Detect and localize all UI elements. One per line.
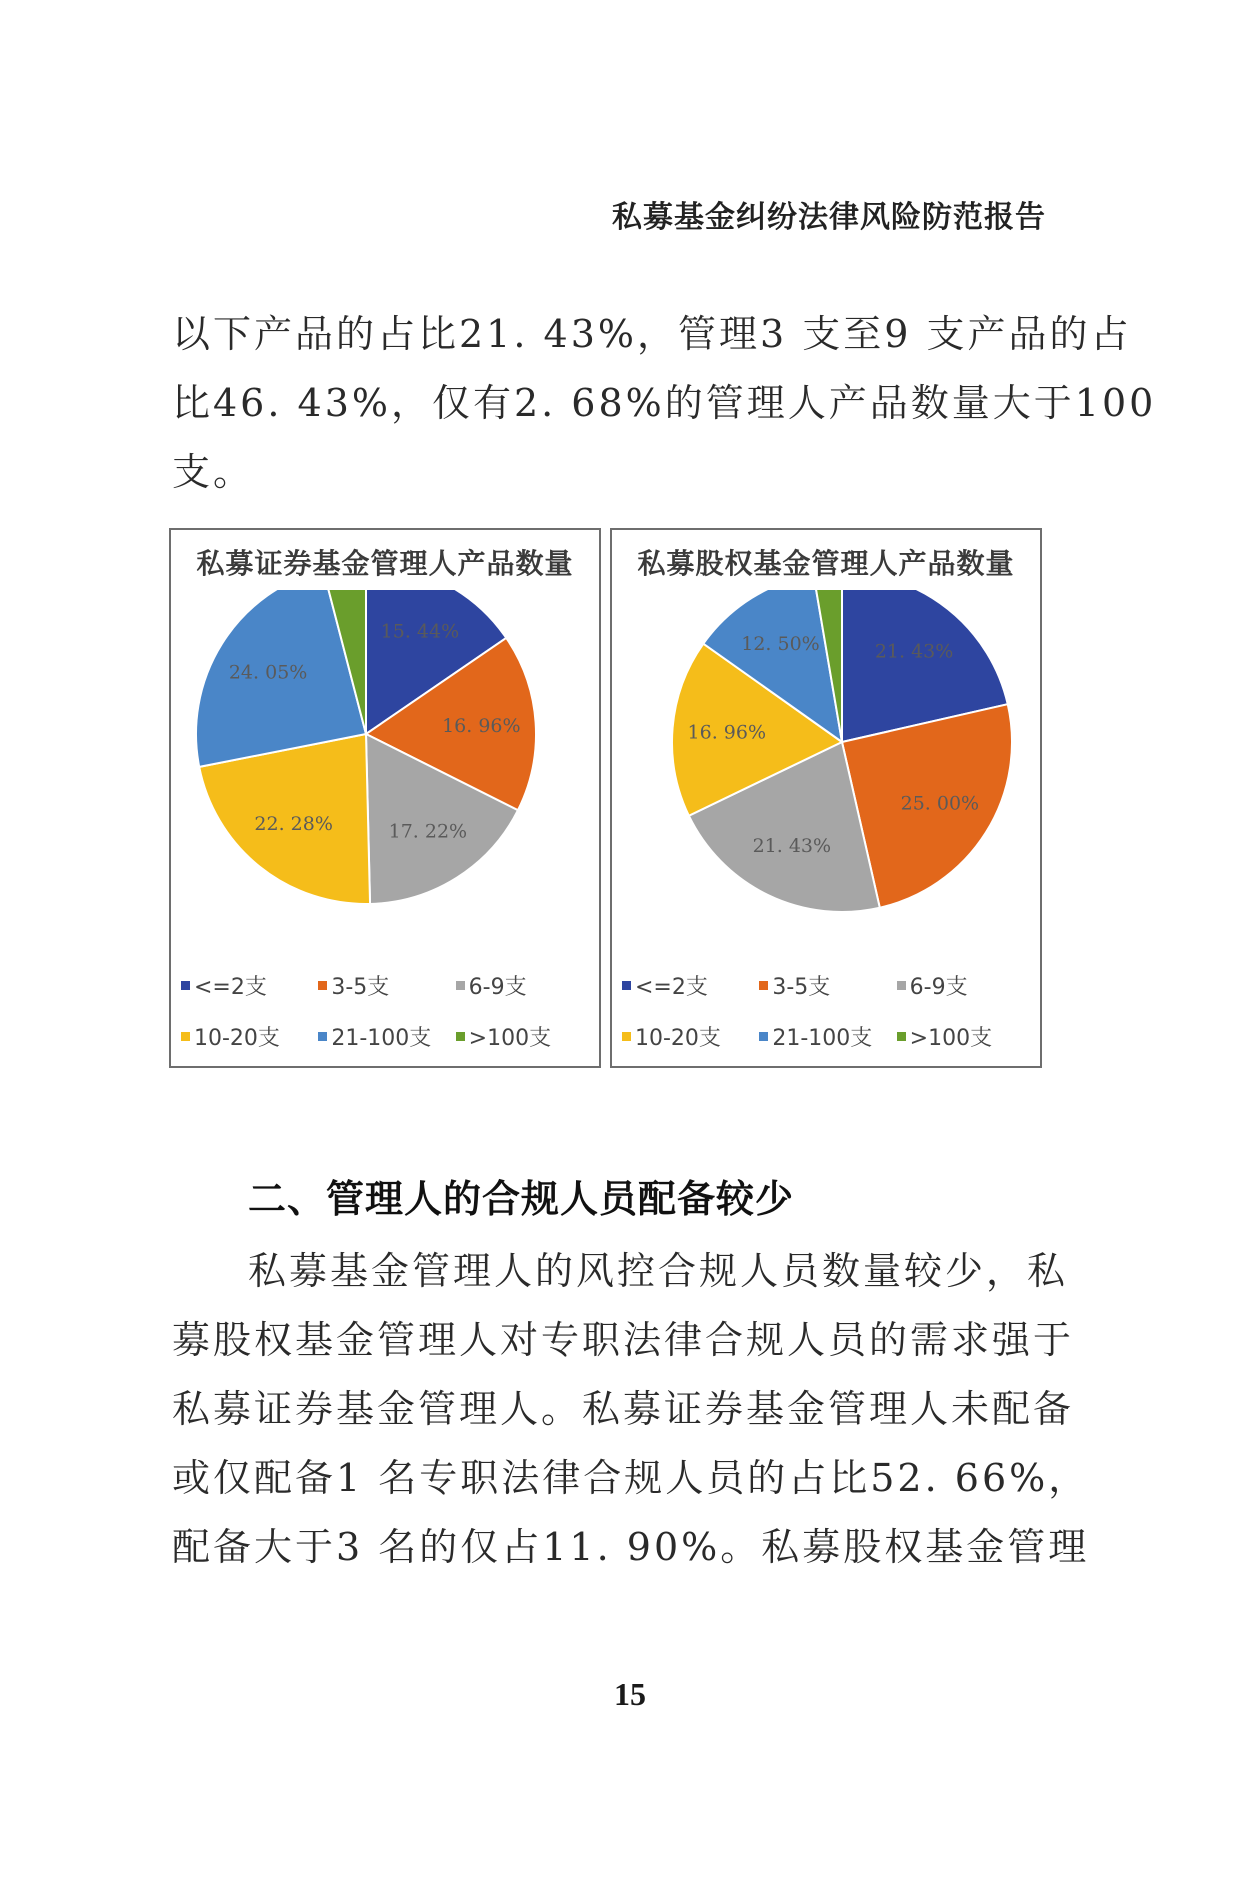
pie-data-label: 22. 28%	[254, 813, 333, 836]
chart-legend	[181, 970, 593, 1052]
legend-item	[897, 1021, 1034, 1052]
pie-data-label: 15. 44%	[380, 620, 460, 643]
legend-label: >100支	[468, 1026, 552, 1051]
legend-item	[181, 1021, 318, 1052]
pie-data-label: 17. 22%	[388, 820, 468, 843]
pie-data-label: 16. 96%	[442, 715, 521, 738]
legend-label: <=2支	[194, 975, 267, 1000]
legend-swatch	[456, 981, 465, 990]
paragraph-intro	[172, 300, 1157, 507]
chart-title: 私募证券基金管理人产品数量	[196, 547, 574, 580]
pie-data-label: 21. 43%	[874, 640, 954, 663]
pie-data-label: 16. 96%	[687, 721, 767, 744]
legend-swatch	[622, 981, 631, 990]
legend-swatch	[759, 1032, 768, 1041]
legend-label: <=2支	[635, 975, 708, 1000]
paragraph-line: 配备大于3 名的仅占11. 90%。私募股权基金管理	[172, 1525, 1090, 1569]
legend-label: 3-5支	[331, 975, 390, 1000]
legend-label: >100支	[909, 1026, 993, 1051]
legend-item	[622, 970, 759, 1001]
legend-label: 3-5支	[772, 975, 831, 1000]
legend-swatch	[181, 1032, 190, 1041]
chart-securities-panel	[169, 528, 601, 1068]
legend-swatch	[456, 1032, 465, 1041]
legend-item	[318, 1021, 455, 1052]
paragraph-line: 比46. 43%，仅有2. 68%的管理人产品数量大于100	[172, 381, 1157, 425]
running-header: 私募基金纠纷法律风险防范报告	[612, 200, 1046, 235]
legend-item	[622, 1021, 759, 1052]
legend-item	[759, 970, 896, 1001]
legend-item	[759, 1021, 896, 1052]
legend-swatch	[318, 981, 327, 990]
page-number: 15	[614, 1676, 646, 1712]
paragraph-line: 支。	[172, 450, 255, 494]
legend-swatch	[622, 1032, 631, 1041]
legend-swatch	[897, 981, 906, 990]
pie-chart-equity	[612, 590, 1044, 960]
legend-label: 10-20支	[194, 1026, 280, 1051]
paragraph-line: 募股权基金管理人对专职法律合规人员的需求强于	[172, 1318, 1075, 1362]
legend-item	[181, 970, 318, 1001]
legend-swatch	[318, 1032, 327, 1041]
pie-chart-securities	[171, 590, 603, 960]
legend-label: 10-20支	[635, 1026, 721, 1051]
chart-title: 私募股权基金管理人产品数量	[637, 547, 1015, 580]
pie-data-label: 24. 05%	[228, 661, 308, 684]
paragraph-line: 以下产品的占比21. 43%，管理3 支至9 支产品的占	[172, 312, 1132, 356]
legend-label: 21-100支	[772, 1026, 873, 1051]
pie-data-label: 21. 43%	[752, 835, 832, 858]
legend-swatch	[181, 981, 190, 990]
legend-label: 6-9支	[909, 975, 968, 1000]
section-heading: 二、管理人的合规人员配备较少	[248, 1177, 795, 1221]
chart-legend	[622, 970, 1034, 1052]
pie-data-label: 12. 50%	[741, 633, 820, 656]
legend-item	[897, 970, 1034, 1001]
legend-label: 21-100支	[331, 1026, 432, 1051]
legend-swatch	[897, 1032, 906, 1041]
paragraph-line: 或仅配备1 名专职法律合规人员的占比52. 66%，	[172, 1456, 1090, 1500]
legend-swatch	[759, 981, 768, 990]
pie-data-label: 25. 00%	[900, 792, 980, 815]
legend-item	[318, 970, 455, 1001]
legend-item	[456, 970, 593, 1001]
legend-item	[456, 1021, 593, 1052]
legend-label: 6-9支	[468, 975, 527, 1000]
paragraph-line: 私募证券基金管理人。私募证券基金管理人未配备	[172, 1387, 1075, 1431]
paragraph-line: 私募基金管理人的风控合规人员数量较少，私	[248, 1249, 1069, 1293]
chart-equity-panel	[610, 528, 1042, 1068]
paragraph-compliance	[172, 1237, 1090, 1582]
